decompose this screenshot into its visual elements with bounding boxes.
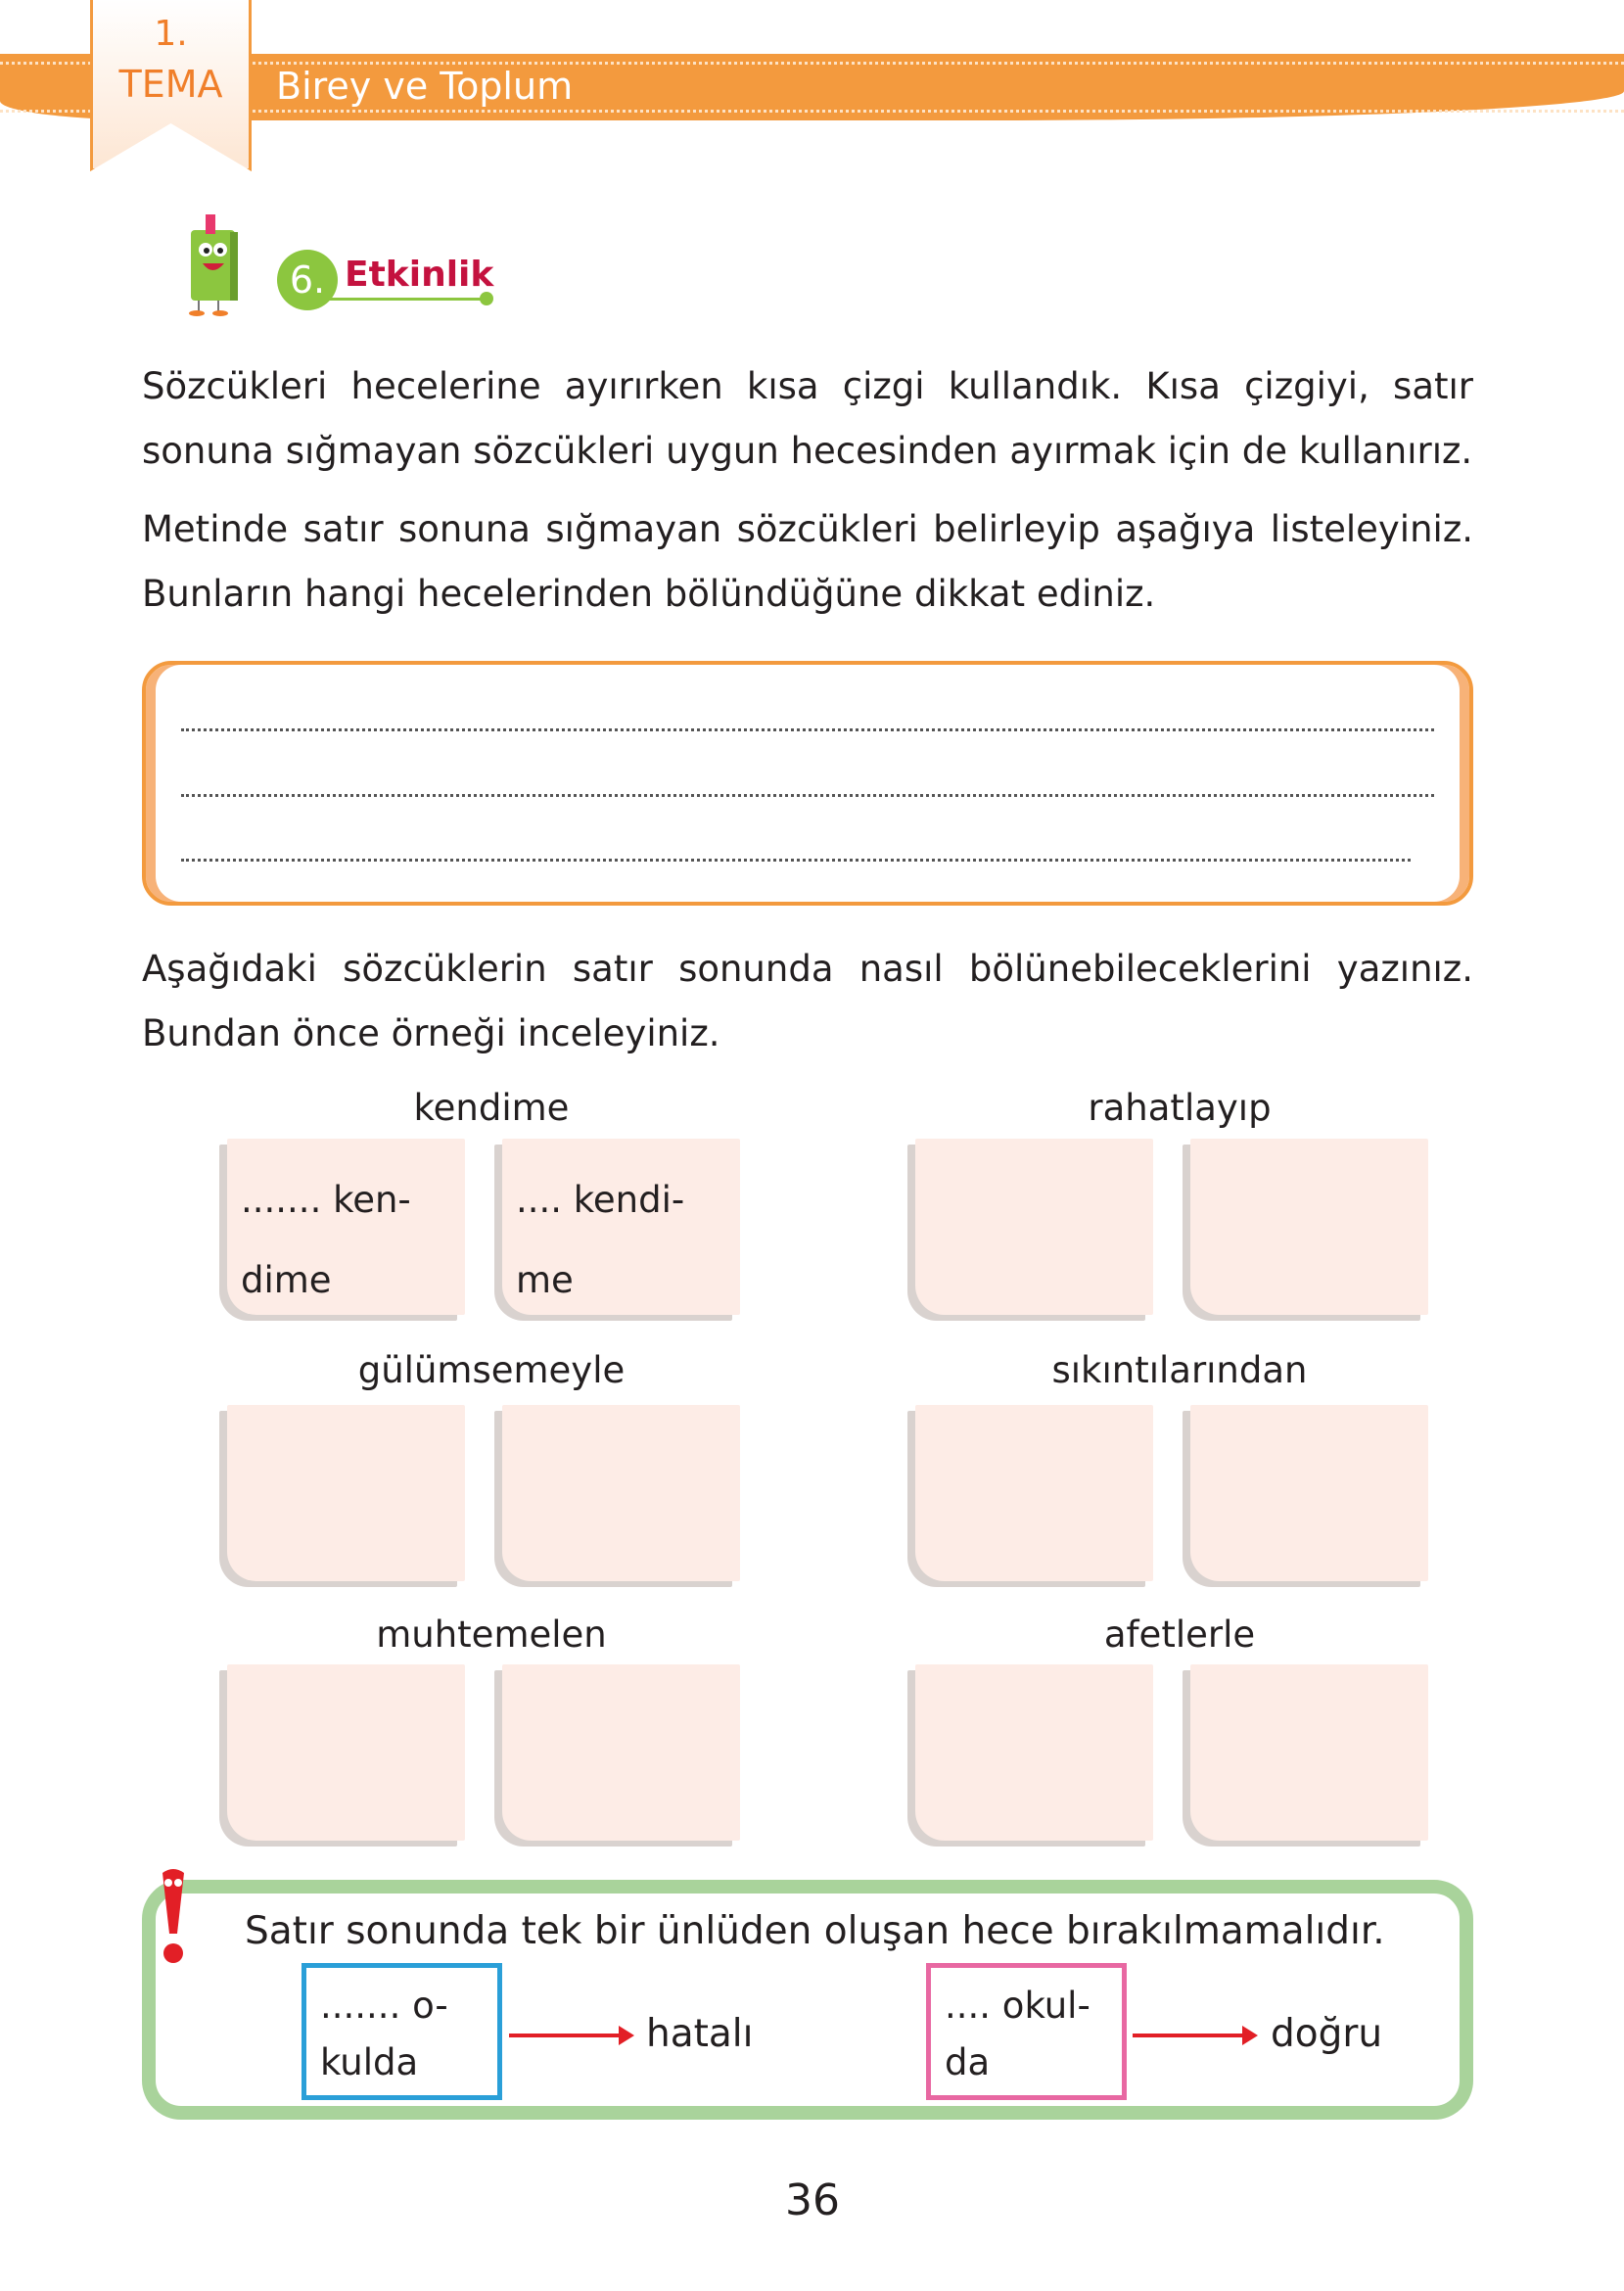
right-example-box — [926, 1963, 1127, 2100]
exclamation-icon — [157, 1865, 190, 1973]
target-word: kendime — [413, 1087, 570, 1129]
answer-note[interactable] — [502, 1405, 740, 1581]
tema-number: 1. — [154, 14, 188, 54]
answer-note[interactable] — [1190, 1139, 1428, 1315]
activity-label: Etkinlik — [345, 255, 494, 295]
wrong-example-box — [302, 1963, 502, 2100]
note-line — [241, 1686, 451, 1766]
target-word: muhtemelen — [376, 1613, 607, 1656]
tip-text: Satır sonunda tek bir ünlüden oluşan hece bırakılmamalıdır. — [245, 1909, 1385, 1953]
note-line — [516, 1686, 726, 1766]
answer-note[interactable] — [915, 1405, 1153, 1581]
answer-note[interactable] — [502, 1664, 740, 1841]
wrong-verdict: hatalı — [646, 2012, 754, 2056]
answer-line[interactable] — [181, 859, 1411, 862]
answer-note[interactable] — [915, 1139, 1153, 1315]
target-word: gülümsemeyle — [357, 1349, 626, 1391]
activity-number: 6. — [277, 250, 338, 310]
note-line — [1204, 1426, 1415, 1507]
note-line — [929, 1686, 1139, 1766]
right-verdict: doğru — [1271, 2012, 1383, 2056]
book-mascot-icon — [171, 210, 259, 318]
example-line: kulda — [320, 2041, 419, 2083]
note-line — [929, 1160, 1139, 1240]
note-line — [1204, 1686, 1415, 1766]
answer-note[interactable] — [1190, 1664, 1428, 1841]
note-line — [241, 1426, 451, 1507]
theme-title: Birey ve Toplum — [276, 65, 574, 108]
answer-note[interactable] — [1190, 1405, 1428, 1581]
answer-note[interactable] — [227, 1664, 465, 1841]
target-word: rahatlayıp — [1088, 1087, 1272, 1129]
answer-line[interactable] — [181, 728, 1434, 731]
note-line: .... kendi- — [516, 1179, 685, 1221]
note-line: dime — [241, 1259, 332, 1301]
example-line: ....... o- — [320, 1985, 448, 2027]
answer-note[interactable] — [227, 1405, 465, 1581]
instruction-paragraph: Sözcükleri hecelerine ayırırken kısa çizgi kullandık. Kısa çizgiyi, satır sonuna sığmayan sözcükleri uygun hecesinden ayırmak için de kullanırız. — [142, 365, 1473, 472]
example-line: .... okul- — [945, 1985, 1090, 2027]
note-line — [929, 1426, 1139, 1507]
page-number: 36 — [785, 2175, 840, 2225]
note-line — [1204, 1160, 1415, 1240]
answer-note[interactable] — [502, 1139, 740, 1315]
answer-note[interactable] — [227, 1139, 465, 1315]
note-line: ....... ken- — [241, 1179, 411, 1221]
arrow-icon — [509, 2034, 628, 2037]
note-line — [516, 1426, 726, 1507]
target-word: sıkıntılarından — [1051, 1349, 1308, 1391]
target-word: afetlerle — [1103, 1613, 1256, 1656]
answer-note[interactable] — [915, 1664, 1153, 1841]
instruction-paragraph: Metinde satır sonuna sığmayan sözcükleri belirleyip aşağıya listeleyiniz. Bunların hangi hecelerinden bölündüğüne dikkat ediniz. — [142, 508, 1473, 615]
example-line: da — [945, 2041, 991, 2083]
note-line: me — [516, 1259, 574, 1301]
tema-label: TEMA — [118, 63, 223, 106]
arrow-icon — [1133, 2034, 1252, 2037]
answer-box[interactable] — [142, 661, 1473, 906]
instruction-paragraph: Aşağıdaki sözcüklerin satır sonunda nasıl bölünebileceklerini yazınız. Bundan önce örneği inceleyiniz. — [142, 948, 1473, 1054]
answer-line[interactable] — [181, 794, 1434, 797]
